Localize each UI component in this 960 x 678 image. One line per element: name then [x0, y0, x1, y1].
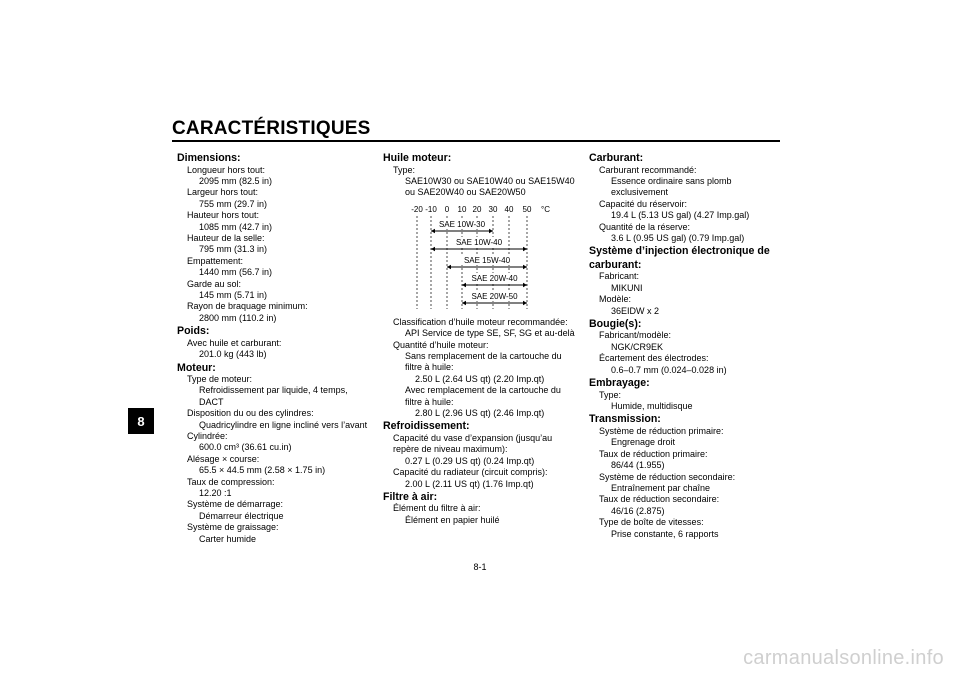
spec-line: 19.4 L (5.13 US gal) (4.27 Imp.gal): [611, 210, 750, 221]
spec-line: Écartement des électrodes:: [599, 353, 709, 364]
spec-line: Type de moteur:: [187, 374, 253, 384]
spec-line: 3.6 L (0.95 US gal) (0.79 Imp.gal): [611, 232, 745, 243]
spec-line: 36EIDW x 2: [611, 305, 660, 316]
spec-line: Avec remplacement de la cartouche du: [405, 385, 561, 396]
oil-grade-row: [462, 273, 527, 287]
title-rule: [172, 140, 780, 142]
spec-line: Système de réduction primaire:: [599, 425, 724, 436]
spec-line: Empattement:: [187, 255, 244, 266]
oil-grade-row: [462, 291, 527, 305]
spec-line: MIKUNI: [611, 282, 643, 293]
spec-line: DACT: [199, 396, 224, 407]
spec-line: Hauteur de la selle:: [187, 232, 265, 243]
section-heading: Refroidissement:: [383, 420, 470, 433]
spec-line: Cylindrée:: [187, 431, 228, 442]
oil-specs: [383, 317, 588, 527]
section-heading: Filtre à air:: [383, 490, 438, 503]
arrowhead: [462, 283, 466, 287]
temp-tick-label: 30: [488, 204, 498, 214]
spec-line: NGK/CR9EK: [611, 341, 664, 352]
section-heading: Dimensions:: [177, 152, 241, 164]
oil-grade-row: [447, 255, 527, 269]
spec-line: Largeur hors tout:: [187, 187, 259, 198]
spec-line: ou SAE20W40 ou SAE20W50: [405, 187, 526, 198]
spec-line: Taux de réduction secondaire:: [599, 494, 720, 505]
temp-tick-label: 50: [522, 204, 532, 214]
temp-tick-label: 10: [457, 204, 467, 214]
section-heading: Bougie(s):: [589, 317, 642, 330]
spec-line: Quantité d’huile moteur:: [393, 339, 489, 350]
oil-grade-label: SAE 15W-40: [463, 255, 511, 265]
oil-grade-label: SAE 10W-30: [438, 219, 486, 229]
section-heading: Transmission:: [589, 413, 661, 426]
page-title: CARACTÉRISTIQUES: [172, 118, 371, 139]
oil-grade-label: SAE 20W-40: [471, 273, 518, 283]
column-3: [589, 151, 794, 540]
spec-line: 0.27 L (0.29 US qt) (0.24 Imp.qt): [405, 455, 535, 466]
spec-line: Taux de réduction primaire:: [599, 448, 708, 459]
spec-line: Fabricant:: [599, 271, 640, 282]
spec-line: Élément du filtre à air:: [393, 503, 481, 514]
spec-line: Quadricylindre en ligne incliné vers l’avant: [199, 419, 368, 430]
spec-line: filtre à huile:: [405, 396, 454, 407]
oil-grade-label: SAE 10W-40: [455, 237, 503, 247]
temp-tick-label: 20: [472, 204, 482, 214]
page-number: 8-1: [473, 562, 487, 572]
spec-line: Engrenage droit: [611, 437, 676, 448]
spec-line: Rayon de braquage minimum:: [187, 301, 308, 312]
spec-line: Capacité du réservoir:: [599, 198, 688, 209]
temp-tick-label: 0: [444, 204, 450, 214]
spec-line: 65.5 × 44.5 mm (2.58 × 1.75 in): [199, 465, 326, 476]
spec-line: 1440 mm (56.7 in): [199, 267, 273, 278]
spec-line: Élément en papier huilé: [405, 514, 500, 525]
spec-line: Type de boîte de vitesses:: [599, 517, 704, 528]
arrowhead: [523, 283, 527, 287]
spec-line: 46/16 (2.875): [611, 505, 665, 516]
section-heading: carburant:: [589, 258, 642, 271]
spec-line: Alésage × course:: [187, 453, 260, 464]
spec-line: 12.20 :1: [199, 488, 232, 499]
spec-line: API Service de type SE, SF, SG et au-delà: [405, 328, 575, 339]
section-heading: Huile moteur:: [383, 152, 452, 164]
spec-line: Capacité du vase d’expansion (jusqu’au: [393, 432, 553, 443]
spec-line: Longueur hors tout:: [187, 164, 266, 175]
spec-line: Essence ordinaire sans plomb: [611, 175, 732, 186]
oil-grade-row: [431, 219, 493, 233]
spec-line: Classification d’huile moteur recommandée:: [393, 316, 568, 327]
spec-line: SAE10W30 ou SAE10W40 ou SAE15W40: [405, 175, 575, 186]
spec-line: Garde au sol:: [187, 278, 242, 289]
arrowhead: [523, 247, 527, 251]
spec-line: Type:: [393, 164, 416, 175]
column-2: [383, 151, 588, 526]
spec-line: 600.0 cm³ (36.61 cu.in): [199, 442, 292, 453]
spec-line: 201.0 kg (443 lb): [199, 349, 267, 360]
spec-line: Quantité de la réserve:: [599, 221, 691, 232]
oil-section: [383, 152, 588, 199]
spec-line: 145 mm (5.71 in): [199, 289, 268, 300]
section-heading: Carburant:: [589, 152, 644, 164]
spec-line: Prise constante, 6 rapports: [611, 528, 719, 539]
section-heading: Système d’injection électronique de: [589, 245, 770, 258]
spec-line: 2800 mm (110.2 in): [199, 312, 277, 323]
oil-viscosity-chart: [409, 203, 559, 313]
spec-line: Type:: [599, 389, 622, 400]
spec-line: 795 mm (31.3 in): [199, 244, 268, 255]
arrowhead: [431, 229, 435, 233]
spec-line: Fabricant/modèle:: [599, 330, 672, 341]
arrowhead: [523, 301, 527, 305]
spec-line: Modèle:: [599, 294, 632, 305]
spec-line: Disposition du ou des cylindres:: [187, 408, 314, 419]
temp-tick-label: -10: [425, 204, 437, 214]
spec-line: Hauteur hors tout:: [187, 210, 260, 221]
spec-line: exclusivement: [611, 187, 669, 198]
spec-line: 2.80 L (2.96 US qt) (2.46 Imp.qt): [415, 407, 545, 418]
spec-line: 86/44 (1.955): [611, 460, 665, 471]
spec-line: Capacité du radiateur (circuit compris):: [393, 467, 548, 478]
spec-line: Entraînement par chaîne: [611, 482, 711, 493]
spec-line: Carburant recommandé:: [599, 164, 697, 175]
spec-line: Carter humide: [199, 533, 257, 544]
spec-line: 2.00 L (2.11 US qt) (1.76 Imp.qt): [405, 478, 534, 489]
oil-grade-label: SAE 20W-50: [471, 291, 518, 301]
spec-line: 2.50 L (2.64 US qt) (2.20 Imp.qt): [415, 373, 545, 384]
spec-line: 2095 mm (82.5 in): [199, 175, 273, 186]
temp-unit: °C: [541, 204, 550, 214]
section-heading: Poids:: [177, 325, 210, 338]
section-heading: Moteur:: [177, 361, 216, 374]
chapter-tab: 8: [128, 408, 154, 434]
spec-line: Refroidissement par liquide, 4 temps,: [199, 385, 348, 396]
spec-line: 1085 mm (42.7 in): [199, 221, 273, 232]
spec-line: Taux de compression:: [187, 476, 275, 487]
spec-line: Humide, multidisque: [611, 401, 693, 411]
spec-line: Système de démarrage:: [187, 499, 284, 510]
spec-line: 755 mm (29.7 in): [199, 198, 268, 209]
arrowhead: [523, 265, 527, 269]
arrowhead: [489, 229, 493, 233]
column-1: [177, 151, 382, 545]
spec-line: Système de réduction secondaire:: [599, 471, 736, 482]
arrowhead: [462, 301, 466, 305]
arrowhead: [431, 247, 435, 251]
spec-line: Sans remplacement de la cartouche du: [405, 350, 562, 361]
spec-line: filtre à huile:: [405, 362, 454, 373]
spec-line: Système de graissage:: [187, 522, 279, 533]
temp-tick-label: 40: [504, 204, 514, 214]
section-heading: Embrayage:: [589, 377, 650, 390]
spec-line: Avec huile et carburant:: [187, 337, 282, 348]
watermark: carmanualsonline.info: [743, 647, 944, 669]
spec-line: Démarreur électrique: [199, 510, 284, 521]
arrowhead: [447, 265, 451, 269]
spec-line: repère de niveau maximum):: [393, 444, 508, 455]
oil-grade-row: [431, 237, 527, 251]
spec-line: 0.6–0.7 mm (0.024–0.028 in): [611, 364, 727, 375]
temp-tick-label: -20: [411, 204, 423, 214]
